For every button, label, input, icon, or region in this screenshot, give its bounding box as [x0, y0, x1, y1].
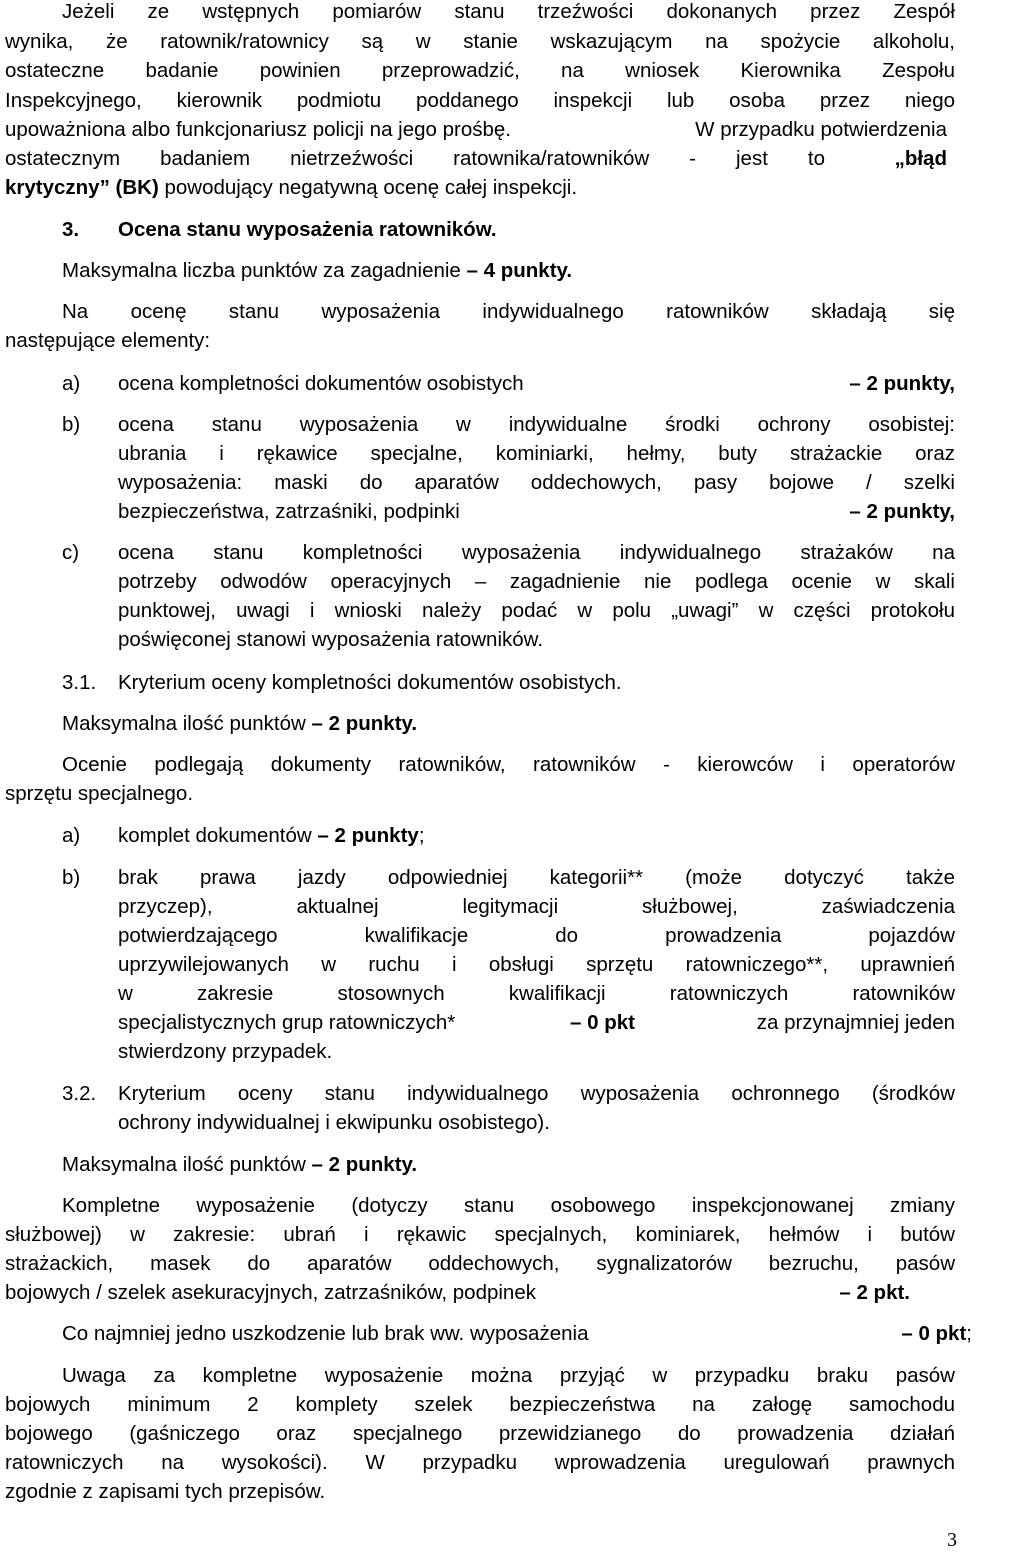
list-text-tail: ; [418, 824, 425, 847]
list-line: poświęconej stanowi wyposażenia ratowników. [118, 628, 544, 651]
list-line: potwierdzającego kwalifikacje do prowadzenia pojazdów [118, 924, 955, 947]
section-heading-3 [5, 215, 955, 244]
points-value: – 0 pkt [901, 1322, 967, 1345]
points-group [901, 1319, 972, 1348]
list-line: przyczep), aktualnej legitymacji służbowej, zaświadczenia [118, 895, 955, 918]
list-item [5, 369, 955, 398]
list-line: uprzywilejowanych w ruchu i obsługi sprzętu ratowniczego**, uprawnień [118, 953, 955, 976]
list-line: ocena stanu wyposażenia w indywidualne środki ochrony osobistej: [118, 413, 955, 436]
list-line [118, 1008, 955, 1037]
list-text: za przynajmniej jeden [756, 1011, 955, 1034]
paragraph-line: Na ocenę stanu wyposażenia indywidualnego ratowników składają się [62, 300, 955, 323]
note-line: Uwaga za kompletne wyposażenie można przyjąć w przypadku braku pasów [62, 1364, 955, 1387]
max-points-line [5, 709, 1012, 738]
list-line [118, 497, 955, 526]
list-label: b) [62, 866, 81, 889]
section-heading-3-1 [5, 668, 955, 697]
list-line: stwierdzony przypadek. [118, 1040, 333, 1063]
line-part: ; [966, 1322, 972, 1345]
max-points-value: – 4 punkty. [466, 259, 573, 282]
line-part: Co najmniej jedno uszkodzenie lub brak ww. wyposażenia [62, 1322, 589, 1345]
paragraph-line [5, 1319, 1012, 1348]
section-title: Kryterium oceny stanu indywidualnego wyposażenia ochronnego (środków [118, 1082, 955, 1105]
max-points-text: Maksymalna liczba punktów za zagadnienie [62, 259, 461, 282]
line-part: W przypadku potwierdzenia [695, 118, 947, 141]
list-label: c) [62, 541, 80, 564]
paragraph-line: ostateczne badanie powinien przeprowadzić, na wniosek Kierownika Zespołu [5, 59, 955, 82]
list-label: a) [62, 372, 81, 395]
section-number: 3. [62, 218, 80, 241]
list-line: wyposażenia: maski do aparatów oddechowych, pasy bojowe / szelki [118, 471, 955, 494]
paragraph-line [5, 173, 955, 202]
paragraph-line: wynika, że ratownik/ratownicy są w stanie wskazującym na spożycie alkoholu, [5, 30, 955, 53]
max-points-value: – 2 punkty. [311, 1153, 418, 1176]
line-part: ostatecznym badaniem nietrzeźwości ratownika/ratowników - jest to [5, 147, 825, 170]
list-text: specjalistycznych grup ratowniczych* [118, 1011, 456, 1034]
points-value: – 2 pkt. [839, 1281, 910, 1304]
paragraph-line: Kompletne wyposażenie (dotyczy stanu osobowego inspekcjonowanej zmiany [62, 1194, 955, 1217]
paragraph-line: Jeżeli ze wstępnych pomiarów stanu trzeźwości dokonanych przez Zespół [62, 0, 955, 23]
critical-error-term: krytyczny” (BK) [5, 176, 159, 199]
points-value: – 2 punkty [317, 824, 419, 847]
section-number: 3.1. [62, 671, 97, 694]
list-text: ocena kompletności dokumentów osobistych [118, 372, 524, 395]
list-text [118, 821, 955, 850]
critical-error-term: „błąd [894, 147, 947, 170]
section-title: Kryterium oceny kompletności dokumentów osobistych. [118, 671, 622, 694]
line-part: powodujący negatywną ocenę całej inspekcji. [164, 176, 578, 199]
note-line: zgodnie z zapisami tych przepisów. [5, 1480, 326, 1503]
list-text: bezpieczeństwa, zatrzaśniki, podpinki [118, 500, 460, 523]
paragraph-line: następujące elementy: [5, 329, 211, 352]
paragraph-line: sprzętu specjalnego. [5, 782, 194, 805]
line-part: bojowych / szelek asekuracyjnych, zatrzaśników, podpinek [5, 1281, 536, 1304]
list-line: potrzeby odwodów operacyjnych – zagadnienie nie podlega ocenie w skali [118, 570, 955, 593]
max-points-line [5, 1150, 1012, 1179]
list-label: a) [62, 824, 81, 847]
list-line: w zakresie stosownych kwalifikacji ratowniczych ratowników [118, 982, 955, 1005]
max-points-value: – 2 punkty. [311, 712, 418, 735]
list-line: brak prawa jazdy odpowiedniej kategorii** (może dotyczyć także [118, 866, 955, 889]
note-line: bojowych minimum 2 komplety szelek bezpieczeństwa na załogę samochodu [5, 1393, 955, 1416]
list-line: ubrania i rękawice specjalne, kominiarki, hełmy, buty strażackie oraz [118, 442, 955, 465]
list-item [5, 821, 955, 850]
paragraph-line [5, 144, 955, 173]
list-text-main: komplet dokumentów [118, 824, 312, 847]
paragraph-line: Inspekcyjnego, kierownik podmiotu poddanego inspekcji lub osoba przez niego [5, 89, 955, 112]
paragraph-line: strażackich, masek do aparatów oddechowych, sygnalizatorów bezruchu, pasów [5, 1252, 955, 1275]
list-line: ocena stanu kompletności wyposażenia indywidualnego strażaków na [118, 541, 955, 564]
section-title: ochrony indywidualnej i ekwipunku osobistego). [118, 1111, 550, 1134]
section-title: Ocena stanu wyposażenia ratowników. [118, 218, 497, 241]
paragraph-line: służbowej) w zakresie: ubrań i rękawic specjalnych, kominiarek, hełmów i butów [5, 1223, 955, 1246]
list-line: punktowej, uwagi i wnioski należy podać w polu „uwagi” w części protokołu [118, 599, 955, 622]
note-line: bojowego (gaśniczego oraz specjalnego przewidzianego do prowadzenia działań [5, 1422, 955, 1445]
max-points-text: Maksymalna ilość punktów [62, 1153, 306, 1176]
note-line: ratowniczych na wysokości). W przypadku wprowadzenia uregulowań prawnych [5, 1451, 955, 1474]
paragraph-line: Ocenie podlegają dokumenty ratowników, ratowników - kierowców i operatorów [62, 753, 955, 776]
page-number: 3 [947, 1529, 957, 1551]
points-value: – 0 pkt [570, 1011, 635, 1034]
list-label: b) [62, 413, 81, 436]
section-number: 3.2. [62, 1082, 97, 1105]
points-value: – 2 punkty, [849, 372, 955, 395]
points-value: – 2 punkty, [849, 500, 955, 523]
max-points-text: Maksymalna ilość punktów [62, 712, 306, 735]
paragraph-line [5, 1278, 955, 1307]
paragraph-line [5, 115, 955, 144]
max-points-line [5, 256, 1012, 285]
line-part: upoważniona albo funkcjonariusz policji na jego prośbę. [5, 118, 511, 141]
